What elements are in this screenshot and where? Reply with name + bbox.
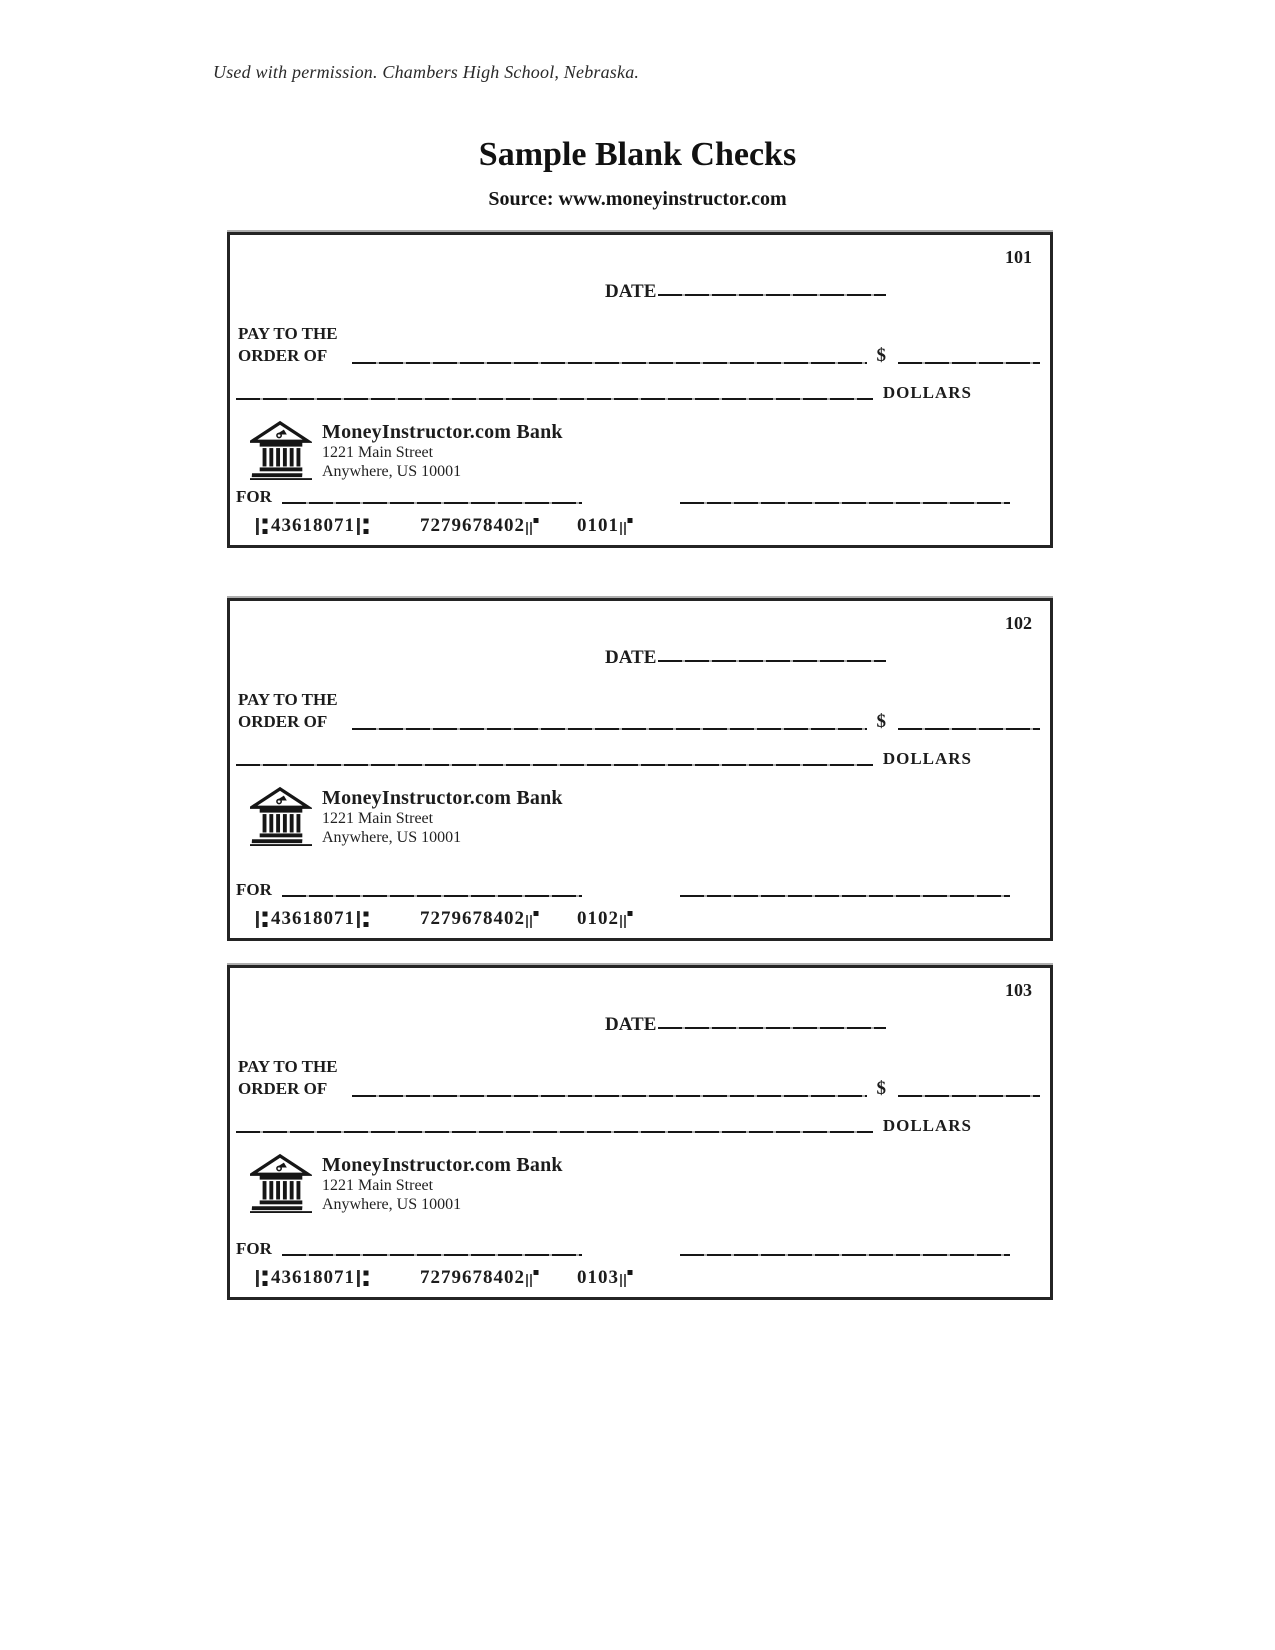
bank-block	[250, 785, 1050, 848]
check	[227, 965, 1053, 1300]
bank-text	[322, 419, 563, 482]
bank-address-line2: Anywhere, US 10001	[322, 463, 462, 480]
date-label: DATE	[605, 1013, 657, 1035]
bank-name: MoneyInstructor.com Bank	[322, 787, 563, 810]
bank-name: MoneyInstructor.com Bank	[322, 1154, 563, 1177]
micr-onus-icon	[526, 910, 539, 929]
signature-blank-line	[680, 487, 1010, 505]
micr-routing-number: 43618071	[271, 515, 355, 536]
for-row	[236, 880, 1010, 900]
written-amount-blank-line	[236, 749, 873, 767]
bank-text	[322, 1152, 563, 1215]
micr-onus-icon	[620, 1269, 633, 1288]
micr-transit-icon	[357, 517, 370, 536]
dollars-label: DOLLARS	[882, 1116, 972, 1136]
for-label: FOR	[236, 1239, 272, 1258]
micr-account-number: 7279678402	[420, 515, 525, 536]
pay-to-the-label: PAY TO THE	[238, 323, 338, 343]
micr-routing-number: 43618071	[271, 1267, 355, 1288]
payee-row	[238, 323, 1042, 367]
micr-row	[256, 908, 1050, 930]
source-line: Source: www.moneyinstructor.com	[488, 188, 787, 210]
micr-transit-icon	[357, 1269, 370, 1288]
bank-block	[250, 419, 1050, 482]
check	[227, 232, 1053, 548]
micr-check-number: 0102	[577, 908, 619, 929]
dollars-label: DOLLARS	[882, 383, 972, 403]
amount-blank-line	[898, 713, 1040, 731]
checks-list	[227, 232, 1053, 1300]
bank-address-line2: Anywhere, US 10001	[322, 829, 462, 846]
signature-blank-line	[680, 1239, 1010, 1257]
micr-onus-icon	[620, 517, 633, 536]
check	[227, 598, 1053, 941]
signature-blank-line	[680, 880, 1010, 898]
bank-address-line2: Anywhere, US 10001	[322, 1196, 462, 1213]
dollar-sign-label: $	[876, 711, 886, 733]
bank-address-line1: 1221 Main Street	[322, 810, 434, 828]
micr-onus-icon	[526, 1269, 539, 1288]
check-number: 101	[1005, 247, 1032, 267]
order-of-label: ORDER OF	[238, 346, 328, 366]
bank-building-icon	[250, 419, 312, 481]
check-bottom	[230, 880, 1050, 930]
bank-text	[322, 785, 563, 848]
micr-routing-number: 43618071	[271, 908, 355, 929]
payee-labels	[238, 689, 338, 733]
micr-transit-icon	[256, 910, 269, 929]
for-row	[236, 1239, 1010, 1259]
micr-check-number: 0101	[577, 515, 619, 536]
bank-address-line1: 1221 Main Street	[322, 444, 434, 462]
micr-onus-icon	[620, 910, 633, 929]
date-row	[605, 277, 1050, 303]
pay-to-the-label: PAY TO THE	[238, 1056, 338, 1076]
dollars-label: DOLLARS	[882, 749, 972, 769]
dollars-row	[236, 749, 1042, 769]
dollars-row	[236, 383, 1042, 403]
date-blank-line	[658, 277, 886, 297]
check-bottom	[230, 487, 1050, 537]
amount-blank-line	[898, 347, 1040, 365]
micr-check-number: 0103	[577, 1267, 619, 1288]
date-label: DATE	[605, 280, 657, 302]
date-row	[605, 1010, 1050, 1036]
page-title: Sample Blank Checks	[478, 136, 797, 173]
micr-transit-icon	[357, 910, 370, 929]
payee-blank-line	[352, 713, 867, 731]
micr-transit-icon	[256, 517, 269, 536]
check-bottom	[230, 1239, 1050, 1289]
date-blank-line	[658, 643, 886, 663]
dollars-row	[236, 1116, 1042, 1136]
bank-name: MoneyInstructor.com Bank	[322, 421, 563, 444]
date-label: DATE	[605, 646, 657, 668]
micr-onus-icon	[526, 517, 539, 536]
order-of-label: ORDER OF	[238, 712, 328, 732]
payee-labels	[238, 1056, 338, 1100]
payee-row	[238, 1056, 1042, 1100]
payee-row	[238, 689, 1042, 733]
check-number: 103	[1005, 980, 1032, 1000]
micr-row	[256, 1267, 1050, 1289]
payee-blank-line	[352, 1080, 867, 1098]
amount-blank-line	[898, 1080, 1040, 1098]
permission-note: Used with permission. Chambers High School, Nebraska.	[213, 62, 640, 82]
for-row	[236, 487, 1010, 507]
payee-labels	[238, 323, 338, 367]
micr-account-number: 7279678402	[420, 1267, 525, 1288]
payee-blank-line	[352, 347, 867, 365]
for-blank-line	[282, 1239, 582, 1257]
micr-account-number: 7279678402	[420, 908, 525, 929]
micr-row	[256, 515, 1050, 537]
pay-to-the-label: PAY TO THE	[238, 689, 338, 709]
date-row	[605, 643, 1050, 669]
for-blank-line	[282, 880, 582, 898]
bank-address-line1: 1221 Main Street	[322, 1177, 434, 1195]
bank-building-icon	[250, 1152, 312, 1214]
for-label: FOR	[236, 487, 272, 506]
for-label: FOR	[236, 880, 272, 899]
dollar-sign-label: $	[876, 345, 886, 367]
micr-transit-icon	[256, 1269, 269, 1288]
bank-block	[250, 1152, 1050, 1215]
for-blank-line	[282, 487, 582, 505]
order-of-label: ORDER OF	[238, 1079, 328, 1099]
date-blank-line	[658, 1010, 886, 1030]
written-amount-blank-line	[236, 1116, 873, 1134]
dollar-sign-label: $	[876, 1078, 886, 1100]
check-number: 102	[1005, 613, 1032, 633]
bank-building-icon	[250, 785, 312, 847]
written-amount-blank-line	[236, 383, 873, 401]
